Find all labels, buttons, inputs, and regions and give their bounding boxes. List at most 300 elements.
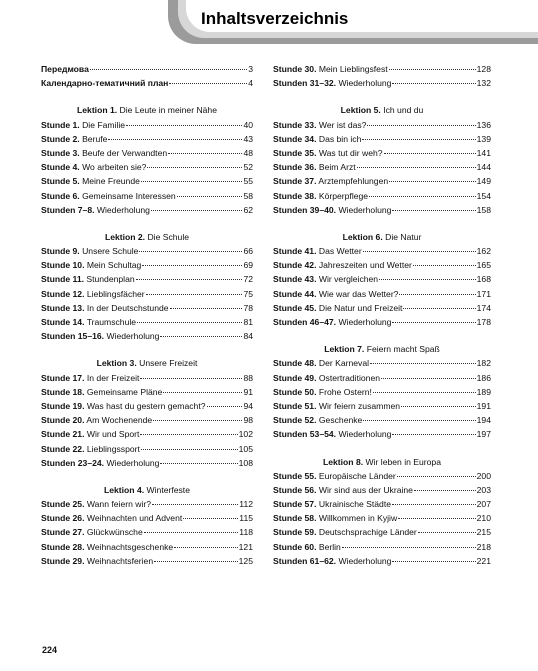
entry-number: Stunde 49. xyxy=(273,372,317,383)
entry-page: 48 xyxy=(243,147,253,158)
dot-leader xyxy=(147,167,242,168)
entry-title: Beufe der Verwandten xyxy=(82,147,168,158)
entry-title: Das Wetter xyxy=(318,246,362,257)
lesson-title: Unsere Freizeit xyxy=(139,358,198,369)
entry-title: Wir und Sport xyxy=(86,429,140,440)
page-title: Inhaltsverzeichnis xyxy=(201,9,349,28)
lesson-heading xyxy=(273,230,491,244)
toc-entry[interactable] xyxy=(41,272,253,286)
entry-number: Stunde 6. xyxy=(41,190,80,201)
toc-entry[interactable] xyxy=(273,62,491,76)
toc-entry[interactable] xyxy=(41,497,253,511)
toc-entry[interactable] xyxy=(41,554,253,568)
dot-leader xyxy=(392,210,475,211)
dot-leader xyxy=(177,196,243,197)
entry-page: 4 xyxy=(248,78,253,89)
entry-label xyxy=(41,62,89,76)
toc-entry[interactable] xyxy=(273,244,491,258)
entry-title: Stundenplan xyxy=(86,274,135,285)
entry-label xyxy=(41,203,150,217)
entry-page: 141 xyxy=(476,147,491,158)
entry-page: 191 xyxy=(476,400,491,411)
lesson-title: Feiern macht Spaß xyxy=(366,344,440,355)
dot-leader xyxy=(379,279,476,280)
dot-leader xyxy=(136,279,243,280)
dot-leader xyxy=(403,308,475,309)
entry-label xyxy=(41,258,141,272)
page-number: 224 xyxy=(42,645,58,655)
entry-number: Stunde 35. xyxy=(273,147,317,158)
entry-title: Weihnachtsgeschenke xyxy=(86,541,174,552)
toc-entry[interactable] xyxy=(41,174,253,188)
toc-entry[interactable] xyxy=(273,540,491,554)
dot-leader xyxy=(152,504,238,505)
entry-number: Stunden 23–24. xyxy=(41,457,105,468)
entry-page: 210 xyxy=(476,513,491,524)
entry-number: Stunden 7–8. xyxy=(41,204,95,215)
dot-leader xyxy=(207,406,243,407)
entry-number: Stunde 11. xyxy=(41,274,84,285)
toc-entry[interactable] xyxy=(41,385,253,399)
entry-title: Berufe xyxy=(82,133,108,144)
entry-page: 139 xyxy=(476,133,491,144)
entry-number: Stunden 15–16. xyxy=(41,331,105,342)
toc-entry[interactable] xyxy=(41,76,253,90)
entry-label xyxy=(273,132,361,146)
entry-page: 78 xyxy=(243,302,253,313)
entry-page: 207 xyxy=(476,499,491,510)
entry-number: Stunde 12. xyxy=(41,288,85,299)
dot-leader xyxy=(392,322,475,323)
dot-leader xyxy=(392,561,475,562)
dot-leader xyxy=(163,392,242,393)
toc-entry[interactable] xyxy=(273,132,491,146)
entry-number: Stunde 38. xyxy=(273,190,317,201)
toc-entry[interactable] xyxy=(41,132,253,146)
toc-entry[interactable] xyxy=(273,118,491,132)
lesson-title: Winterfeste xyxy=(146,484,190,495)
entry-label xyxy=(41,456,159,470)
entry-number: Stunde 29. xyxy=(41,555,85,566)
dot-leader xyxy=(418,532,476,533)
dot-leader xyxy=(160,336,242,337)
entry-title: Deutschsprachige Länder xyxy=(318,527,417,538)
entry-label xyxy=(273,427,391,441)
entry-page: 72 xyxy=(243,274,253,285)
entry-page: 88 xyxy=(243,372,253,383)
dot-leader xyxy=(389,69,476,70)
entry-number: Stunden 39–40. xyxy=(273,204,337,215)
entry-number: Stunde 3. xyxy=(41,147,80,158)
entry-number: Stunde 48. xyxy=(273,358,317,369)
entry-title: Wiederholung xyxy=(338,555,392,566)
lesson-heading xyxy=(273,342,491,356)
entry-number: Stunde 50. xyxy=(273,386,317,397)
toc-left-column xyxy=(41,62,253,568)
lesson-number: Lektion 5. xyxy=(340,105,381,116)
entry-page: 218 xyxy=(476,541,491,552)
entry-number: Stunde 2. xyxy=(41,133,80,144)
entry-number: Stunde 1. xyxy=(41,119,80,130)
entry-number: Stunde 33. xyxy=(273,119,317,130)
entry-label xyxy=(41,427,139,441)
entry-number: Stunden 53–54. xyxy=(273,429,337,440)
entry-page: 84 xyxy=(243,331,253,342)
entry-label xyxy=(273,371,380,385)
entry-title: Die Familie xyxy=(82,119,126,130)
entry-title: Lieblingsfächer xyxy=(86,288,145,299)
entry-title: Wiederholung xyxy=(338,429,392,440)
entry-number: Stunde 56. xyxy=(273,484,317,495)
dot-leader xyxy=(137,322,242,323)
entry-page: 200 xyxy=(476,470,491,481)
entry-number: Stunde 18. xyxy=(41,386,85,397)
dot-leader xyxy=(398,518,475,519)
entry-title: Ostertraditionen xyxy=(318,372,381,383)
dot-leader xyxy=(397,476,476,477)
toc-entry[interactable] xyxy=(41,258,253,272)
toc-entry[interactable] xyxy=(273,525,491,539)
entry-page: 40 xyxy=(243,119,253,130)
entry-number: Stunde 55. xyxy=(273,470,317,481)
dot-leader xyxy=(357,167,476,168)
entry-label xyxy=(273,203,391,217)
entry-label xyxy=(273,525,417,539)
entry-page: 221 xyxy=(476,555,491,566)
entry-label xyxy=(273,146,383,160)
entry-title: Wir sind aus der Ukraine xyxy=(318,484,413,495)
entry-label xyxy=(273,413,362,427)
entry-label xyxy=(273,483,413,497)
lesson-title: Die Leute in meiner Nähe xyxy=(119,105,217,116)
entry-number: Stunde 59. xyxy=(273,527,317,538)
entry-title: Mein Lieblingsfest xyxy=(318,64,388,74)
entry-page: 194 xyxy=(476,415,491,426)
entry-number: Stunde 44. xyxy=(273,288,317,299)
toc-entry[interactable] xyxy=(41,62,253,76)
entry-title: Weihnachten und Advent xyxy=(86,513,183,524)
entry-page: 171 xyxy=(476,288,491,299)
toc-entry[interactable] xyxy=(41,189,253,203)
toc-entry[interactable] xyxy=(273,356,491,370)
entry-page: 94 xyxy=(243,400,253,411)
entry-page: 98 xyxy=(243,415,253,426)
dot-leader xyxy=(144,532,239,533)
entry-label xyxy=(41,371,139,385)
entry-label xyxy=(41,272,135,286)
entry-number: Stunde 43. xyxy=(273,274,317,285)
toc-entry[interactable] xyxy=(273,189,491,203)
entry-title: Am Wochenende xyxy=(86,415,153,426)
lesson-heading xyxy=(41,356,253,370)
entry-number: Stunde 51. xyxy=(273,400,317,411)
entry-title: Wo arbeiten sie? xyxy=(82,162,147,173)
toc-entry[interactable] xyxy=(41,329,253,343)
entry-page: 115 xyxy=(239,513,253,524)
dot-leader xyxy=(414,490,476,491)
entry-title: In der Freizeit xyxy=(86,372,140,383)
entry-page: 168 xyxy=(476,274,491,285)
lesson-number: Lektion 2. xyxy=(104,231,146,242)
toc-entry[interactable] xyxy=(273,371,491,385)
toc-entry[interactable] xyxy=(41,160,253,174)
entry-label xyxy=(41,413,152,427)
dot-leader xyxy=(169,83,247,84)
entry-title: Jahreszeiten und Wetter xyxy=(318,260,412,271)
lesson-heading xyxy=(273,103,491,117)
lesson-title: Wir leben in Europa xyxy=(365,456,441,467)
toc-entry[interactable] xyxy=(273,469,491,483)
entry-label xyxy=(273,511,397,525)
entry-label xyxy=(41,174,140,188)
entry-label xyxy=(41,315,136,329)
dot-leader xyxy=(168,153,242,154)
entry-number: Stunde 27. xyxy=(41,527,85,538)
entry-title: Körperpflege xyxy=(318,190,369,201)
entry-number: Stunde 10. xyxy=(41,260,85,271)
dot-leader xyxy=(384,153,476,154)
entry-page: 58 xyxy=(243,190,253,201)
toc-entry[interactable] xyxy=(41,456,253,470)
toc-entry[interactable] xyxy=(273,301,491,315)
entry-page: 3 xyxy=(248,64,253,74)
entry-label xyxy=(41,511,182,525)
toc-entry[interactable] xyxy=(273,160,491,174)
dot-leader xyxy=(151,210,243,211)
toc-entry[interactable] xyxy=(41,146,253,160)
toc-entry[interactable] xyxy=(41,525,253,539)
entry-number: Stunde 5. xyxy=(41,176,80,187)
toc-entry[interactable] xyxy=(273,258,491,272)
entry-number: Stunde 57. xyxy=(273,499,317,510)
entry-number: Stunden 31–32. xyxy=(273,78,337,89)
toc-entry[interactable] xyxy=(41,427,253,441)
entry-number: Календарно-тематичний план xyxy=(41,78,169,89)
entry-title: Ukrainische Städte xyxy=(318,499,391,510)
toc-entry[interactable] xyxy=(273,287,491,301)
entry-label xyxy=(273,174,388,188)
entry-page: 154 xyxy=(476,190,491,201)
toc-entry[interactable] xyxy=(273,497,491,511)
dot-leader xyxy=(399,294,475,295)
dot-leader xyxy=(373,392,476,393)
entry-number: Stunde 22. xyxy=(41,443,85,454)
entry-label xyxy=(273,244,362,258)
entry-label xyxy=(41,554,153,568)
toc-entry[interactable] xyxy=(273,272,491,286)
toc-entry[interactable] xyxy=(41,399,253,413)
entry-label xyxy=(41,497,151,511)
toc-entry[interactable] xyxy=(41,442,253,456)
entry-number: Stunde 37. xyxy=(273,176,317,187)
entry-label xyxy=(41,76,168,90)
lesson-number: Lektion 8. xyxy=(323,456,364,467)
entry-label xyxy=(41,160,146,174)
entry-title: Wiederholung xyxy=(338,204,392,215)
entry-number: Stunde 28. xyxy=(41,541,85,552)
entry-page: 197 xyxy=(476,429,491,440)
toc-entry[interactable] xyxy=(41,511,253,525)
toc-entry[interactable] xyxy=(273,483,491,497)
toc-entry[interactable] xyxy=(273,76,491,90)
entry-label xyxy=(41,540,173,554)
entry-title: Traumschule xyxy=(86,317,137,327)
entry-page: 75 xyxy=(243,288,253,299)
entry-page: 121 xyxy=(238,541,253,552)
dot-leader xyxy=(363,420,475,421)
entry-label xyxy=(273,62,388,76)
toc-entry[interactable] xyxy=(273,511,491,525)
dot-leader xyxy=(90,69,247,70)
entry-label xyxy=(273,189,368,203)
entry-page: 66 xyxy=(243,246,253,257)
dot-leader xyxy=(160,463,237,464)
dot-leader xyxy=(381,378,476,379)
toc-entry[interactable] xyxy=(273,385,491,399)
entry-number: Stunde 30. xyxy=(273,64,317,74)
entry-page: 189 xyxy=(476,386,491,397)
entry-label xyxy=(273,258,412,272)
dot-leader xyxy=(362,139,475,140)
entry-page: 186 xyxy=(476,372,491,383)
entry-label xyxy=(41,287,145,301)
entry-label xyxy=(273,272,378,286)
entry-label xyxy=(273,287,398,301)
entry-page: 125 xyxy=(238,555,253,566)
dot-leader xyxy=(392,434,475,435)
entry-title: Gemeinsame Interessen xyxy=(82,190,176,201)
entry-page: 52 xyxy=(243,162,253,173)
toc-entry[interactable] xyxy=(41,540,253,554)
toc-entry[interactable] xyxy=(273,174,491,188)
entry-title: Was hast du gestern gemacht? xyxy=(86,400,206,411)
toc-entry[interactable] xyxy=(41,287,253,301)
entry-number: Stunde 17. xyxy=(41,372,85,383)
entry-number: Stunde 25. xyxy=(41,499,85,510)
entry-title: Arztempfehlungen xyxy=(318,176,389,187)
entry-label xyxy=(41,118,125,132)
toc-entry[interactable] xyxy=(41,315,253,329)
dot-leader xyxy=(369,196,476,197)
entry-page: 162 xyxy=(476,246,491,257)
entry-number: Stunde 20. xyxy=(41,415,85,426)
entry-page: 69 xyxy=(243,260,253,271)
dot-leader xyxy=(146,294,243,295)
entry-title: Wie war das Wetter? xyxy=(318,288,399,299)
entry-label xyxy=(273,540,341,554)
toc-entry[interactable] xyxy=(41,371,253,385)
entry-page: 203 xyxy=(476,484,491,495)
dot-leader xyxy=(170,308,243,309)
dot-leader xyxy=(142,265,242,266)
entry-page: 158 xyxy=(476,204,491,215)
entry-label xyxy=(273,160,356,174)
entry-number: Передмова xyxy=(41,64,89,74)
lesson-title: Die Natur xyxy=(385,231,422,242)
entry-page: 118 xyxy=(239,527,253,538)
entry-title: Lieblingssport xyxy=(86,443,140,454)
toc-entry[interactable] xyxy=(41,244,253,258)
entry-label xyxy=(41,132,107,146)
lesson-heading xyxy=(41,230,253,244)
entry-label xyxy=(41,385,162,399)
entry-page: 102 xyxy=(238,429,253,440)
toc-entry[interactable] xyxy=(273,413,491,427)
entry-number: Stunde 14. xyxy=(41,317,85,327)
entry-title: Beim Arzt xyxy=(318,162,356,173)
dot-leader xyxy=(153,420,242,421)
entry-title: Weihnachtsferien xyxy=(86,555,154,566)
toc-entry[interactable] xyxy=(273,427,491,441)
entry-number: Stunde 36. xyxy=(273,162,317,173)
entry-number: Stunde 19. xyxy=(41,400,85,411)
entry-label xyxy=(41,442,140,456)
lesson-number: Lektion 4. xyxy=(104,484,145,495)
toc-entry[interactable] xyxy=(41,118,253,132)
entry-label xyxy=(41,525,143,539)
toc-entry[interactable] xyxy=(41,301,253,315)
toc-entry[interactable] xyxy=(273,399,491,413)
lesson-number: Lektion 3. xyxy=(96,358,137,369)
entry-label xyxy=(273,469,396,483)
lesson-title: Die Schule xyxy=(147,231,190,242)
entry-page: 132 xyxy=(476,78,491,89)
entry-page: 91 xyxy=(243,386,253,397)
entry-label xyxy=(41,146,167,160)
entry-title: Die Natur und Freizeit xyxy=(318,302,403,313)
entry-number: Stunde 34. xyxy=(273,133,317,144)
entry-title: Wiederholung xyxy=(96,204,150,215)
entry-page: 144 xyxy=(476,162,491,173)
entry-label xyxy=(41,329,159,343)
entry-title: Mein Schultag xyxy=(86,260,142,271)
toc-entry[interactable] xyxy=(273,203,491,217)
entry-page: 182 xyxy=(476,358,491,369)
entry-title: Glückwünsche xyxy=(86,527,143,538)
entry-label xyxy=(273,356,369,370)
toc-entry[interactable] xyxy=(273,554,491,568)
lesson-heading xyxy=(41,483,253,497)
entry-number: Stunde 4. xyxy=(41,162,80,173)
entry-title: Was tut dir weh? xyxy=(318,147,383,158)
entry-page: 55 xyxy=(243,176,253,187)
toc-entry[interactable] xyxy=(41,413,253,427)
toc-entry[interactable] xyxy=(273,146,491,160)
lesson-title: Ich und du xyxy=(383,105,424,116)
entry-title: Das bin ich xyxy=(318,133,362,144)
entry-number: Stunde 13. xyxy=(41,302,85,313)
toc-entry[interactable] xyxy=(273,315,491,329)
toc-right-column xyxy=(273,62,491,568)
dot-leader xyxy=(183,518,238,519)
entry-number: Stunde 41. xyxy=(273,246,317,257)
entry-page: 108 xyxy=(238,457,253,468)
dot-leader xyxy=(401,406,476,407)
entry-number: Stunde 26. xyxy=(41,513,85,524)
entry-label xyxy=(41,189,176,203)
entry-label xyxy=(273,399,400,413)
lesson-heading xyxy=(41,103,253,117)
dot-leader xyxy=(141,181,243,182)
entry-label xyxy=(41,244,138,258)
entry-page: 136 xyxy=(476,119,491,130)
toc-entry[interactable] xyxy=(41,203,253,217)
entry-title: Europäische Länder xyxy=(318,470,396,481)
dot-leader xyxy=(140,434,237,435)
entry-number: Stunde 58. xyxy=(273,513,317,524)
entry-page: 43 xyxy=(243,133,253,144)
dot-leader xyxy=(370,363,476,364)
